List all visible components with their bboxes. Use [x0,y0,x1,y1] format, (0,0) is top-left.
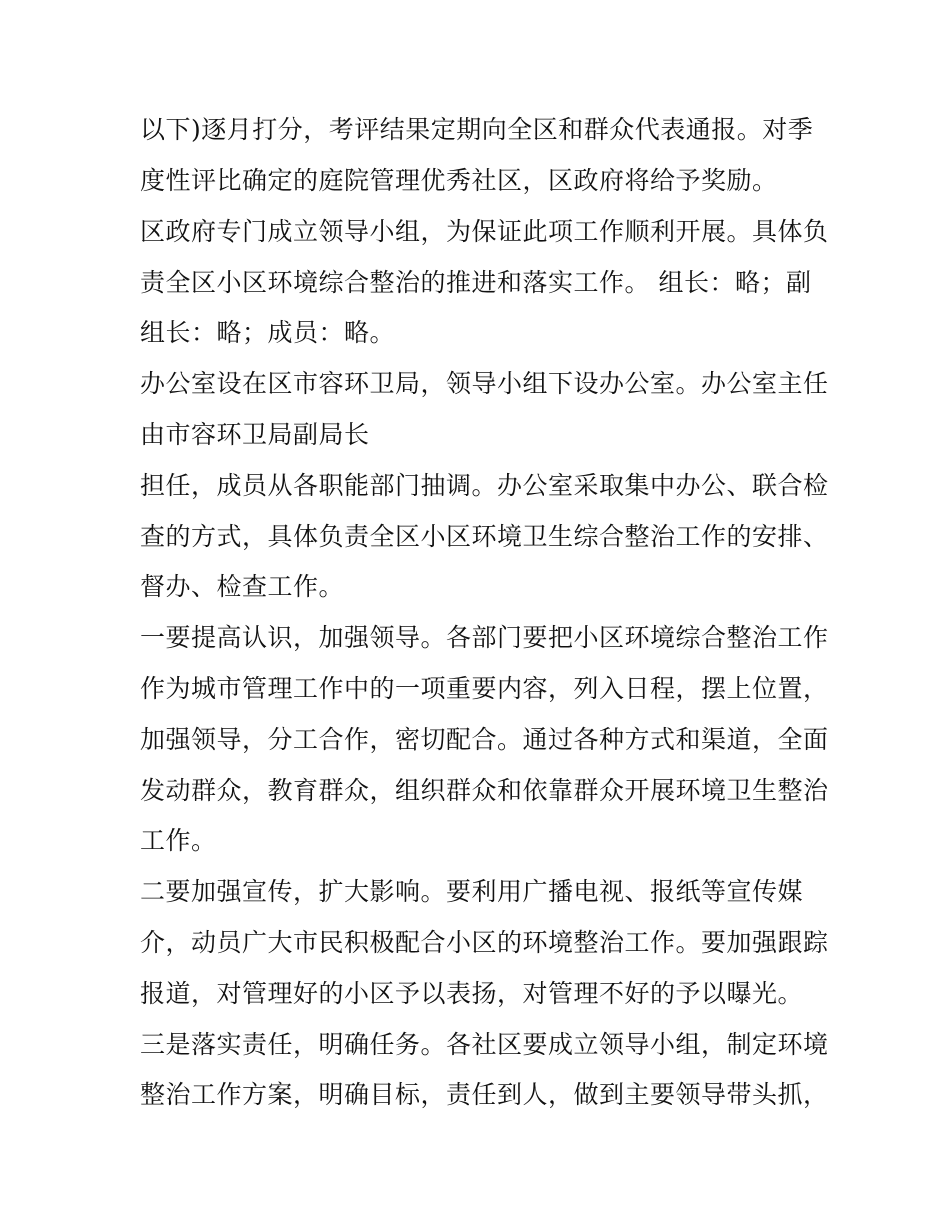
text-line: 加强领导，分工合作，密切配合。通过各种方式和渠道，全面 [140,725,829,754]
text-line: 以下)逐月打分，考评结果定期向全区和群众代表通报。对季 [140,115,814,144]
text-line: 三是落实责任，明确任务。各社区要成立领导小组，制定环境 [140,1030,829,1059]
text-line: 组长：略；成员：略。 [140,318,396,347]
text-line: 担任，成员从各职能部门抽调。办公室采取集中办公、联合检 [140,471,829,500]
text-line: 督办、检查工作。 [140,572,345,601]
text-line: 作为城市管理工作中的一项重要内容，列入日程，摆上位置， [140,674,829,703]
text-line: 工作。 [140,826,217,855]
text-line: 发动群众，教育群众，组织群众和依靠群众开展环境卫生整治 [140,776,829,805]
text-line: 责全区小区环境综合整治的推进和落实工作。 组长：略；副 [140,268,812,297]
text-line: 度性评比确定的庭院管理优秀社区，区政府将给予奖励。 [140,166,778,195]
text-line: 办公室设在区市容环卫局，领导小组下设办公室。办公室主任 [140,369,829,398]
text-line: 报道，对管理好的小区予以表扬，对管理不好的予以曝光。 [140,979,804,1008]
text-line: 整治工作方案，明确目标，责任到人，做到主要领导带头抓， [140,1080,829,1109]
text-line: 由市容环卫局副局长 [140,420,370,449]
text-line: 查的方式，具体负责全区小区环境卫生综合整治工作的安排、 [140,522,829,551]
text-line: 二要加强宣传，扩大影响。要利用广播电视、报纸等宣传媒 [140,877,804,906]
text-line: 介，动员广大市民积极配合小区的环境整治工作。要加强跟踪 [140,928,829,957]
text-line: 区政府专门成立领导小组，为保证此项工作顺利开展。具体负 [140,217,829,246]
text-line: 一要提高认识，加强领导。各部门要把小区环境综合整治工作 [140,623,829,652]
